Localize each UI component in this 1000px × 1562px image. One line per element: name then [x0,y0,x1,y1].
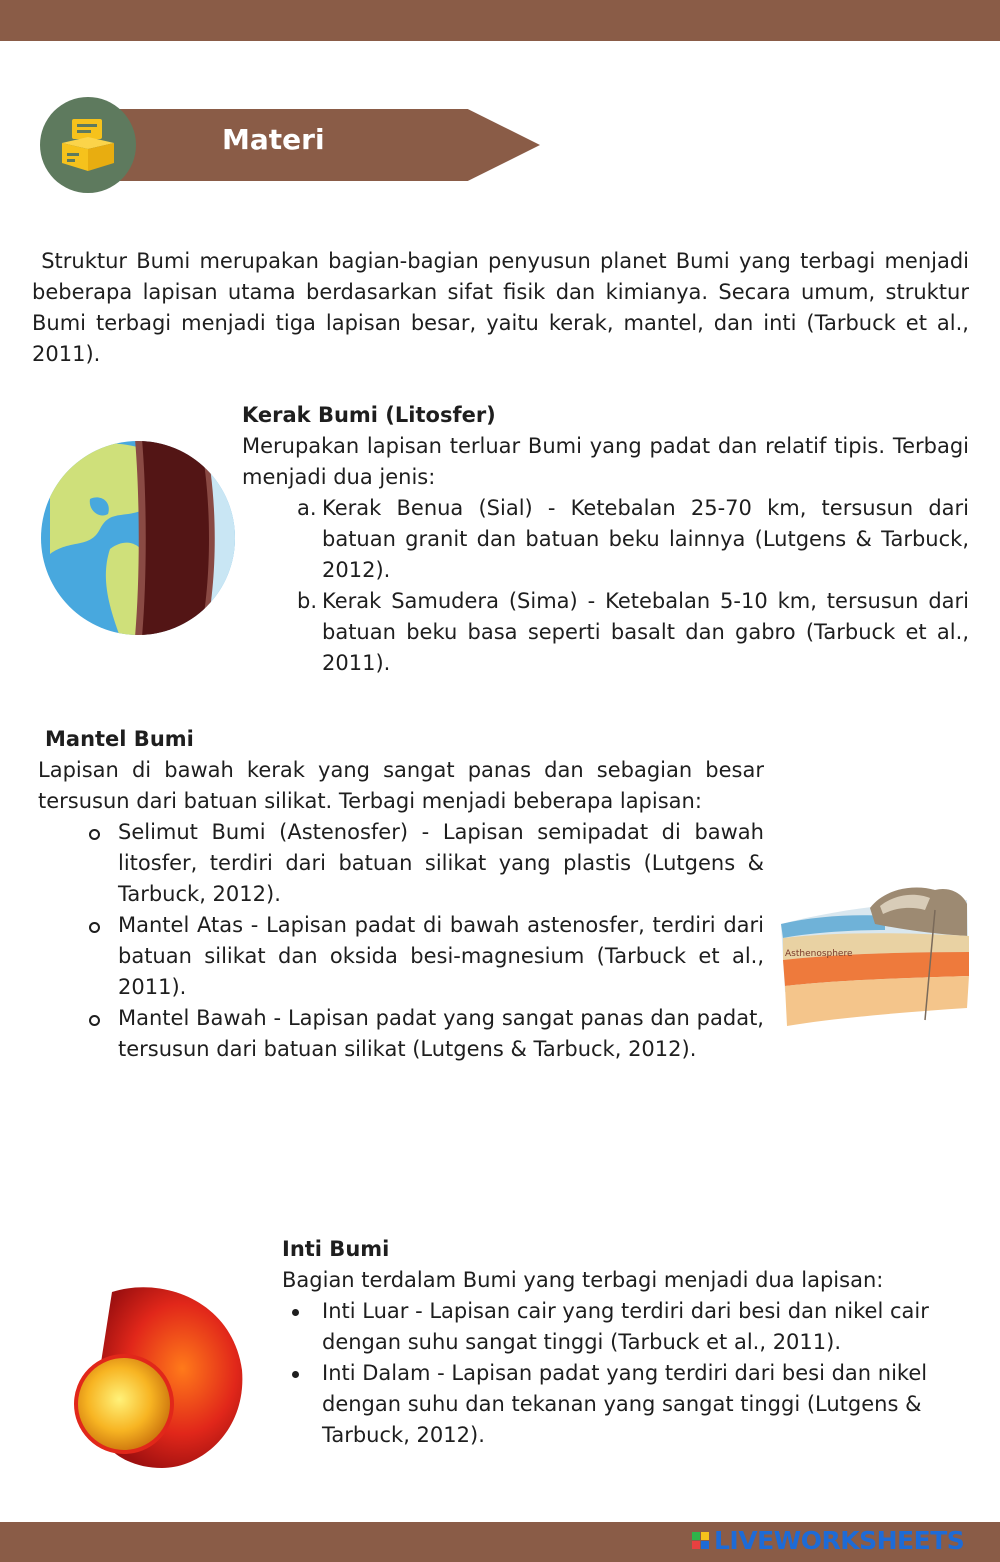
list-item-text: Mantel Atas - Lapisan padat di bawah astenosfer, terdiri dari batuan silikat dan oksida besi-magnesium (Tarbuck et al., 2011). [118,913,764,999]
brand-name: LIVEWORKSHEETS [714,1525,965,1555]
list-item-text: Selimut Bumi (Astenosfer) - Lapisan semipadat di bawah litosfer, terdiri dari batuan silikat yang plastis (Lutgens & Tarbuck, 2012). [118,820,764,906]
bullet-circle-icon [89,829,100,840]
intro-paragraph [32,246,969,370]
asthenosphere-illustration [775,880,975,1030]
inti-description: Bagian terdalam Bumi yang terbagi menjadi dua lapisan: [282,1268,884,1292]
list-item [118,817,764,910]
inti-section [282,1234,972,1451]
bullet-dot-icon [292,1309,299,1316]
bullet-dot-icon [292,1371,299,1378]
list-item-text: Mantel Bawah - Lapisan padat yang sangat panas dan padat, tersusun dari batuan silikat (Lutgens & Tarbuck, 2012). [118,1006,764,1061]
bullet-circle-icon [89,1015,100,1026]
section-banner [40,97,510,197]
inti-list [282,1296,972,1451]
inti-title: Inti Bumi [282,1237,390,1261]
list-item [322,1358,972,1451]
kerak-description: Merupakan lapisan terluar Bumi yang padat dan relatif tipis. Terbagi menjadi dua jenis: [242,434,969,489]
list-item-text: Inti Luar - Lapisan cair yang terdiri dari besi dan nikel cair dengan suhu sangat tinggi (Tarbuck et al., 2011). [322,1299,929,1354]
banner-arrow [115,109,540,181]
list-item [297,586,969,679]
asthenosphere-label: Asthenosphere [785,949,853,959]
list-item [322,1296,972,1358]
earth-core-illustration [72,1280,247,1470]
banner-title: Materi [222,123,325,156]
intro-text: Struktur Bumi merupakan bagian-bagian penyusun planet Bumi yang terbagi menjadi beberapa lapisan utama berdasarkan sifat fisik dan kimianya. Secara umum, struktur Bumi terbagi menjadi tiga lapisan besar, yaitu kerak, mantel, dan inti (Tarbuck et al., 2011). [32,249,969,366]
kerak-section [242,400,969,679]
list-item [297,493,969,586]
liveworksheets-logo[interactable] [692,1525,964,1555]
list-item-text: Kerak Benua (Sial) - Ketebalan 25-70 km, tersusun dari batuan granit dan batuan beku lainnya (Lutgens & Tarbuck, 2012). [322,496,969,582]
mantel-list [38,817,764,1065]
box-book-icon [58,117,118,173]
list-item-text: Inti Dalam - Lapisan padat yang terdiri dari besi dan nikel dengan suhu dan tekanan yang sangat tinggi (Lutgens & Tarbuck, 2012). [322,1361,928,1447]
top-bar [0,0,1000,41]
bullet-circle-icon [89,922,100,933]
list-marker: b. [297,589,318,613]
earth-crust-illustration [40,439,236,637]
mantel-description: Lapisan di bawah kerak yang sangat panas dan sebagian besar tersusun dari batuan silikat. Terbagi menjadi beberapa lapisan: [38,758,764,813]
list-item [118,910,764,1003]
mantel-section [38,724,764,1065]
list-item-text: Kerak Samudera (Sima) - Ketebalan 5-10 km, tersusun dari batuan beku basa seperti basalt dan gabro (Tarbuck et al., 2011). [322,589,969,675]
kerak-title: Kerak Bumi (Litosfer) [242,403,496,427]
list-item [118,1003,764,1065]
banner-icon-circle [40,97,136,193]
mantel-title: Mantel Bumi [45,727,194,751]
list-marker: a. [297,496,317,520]
liveworksheets-mark-icon [692,1532,709,1549]
kerak-list [242,493,969,679]
